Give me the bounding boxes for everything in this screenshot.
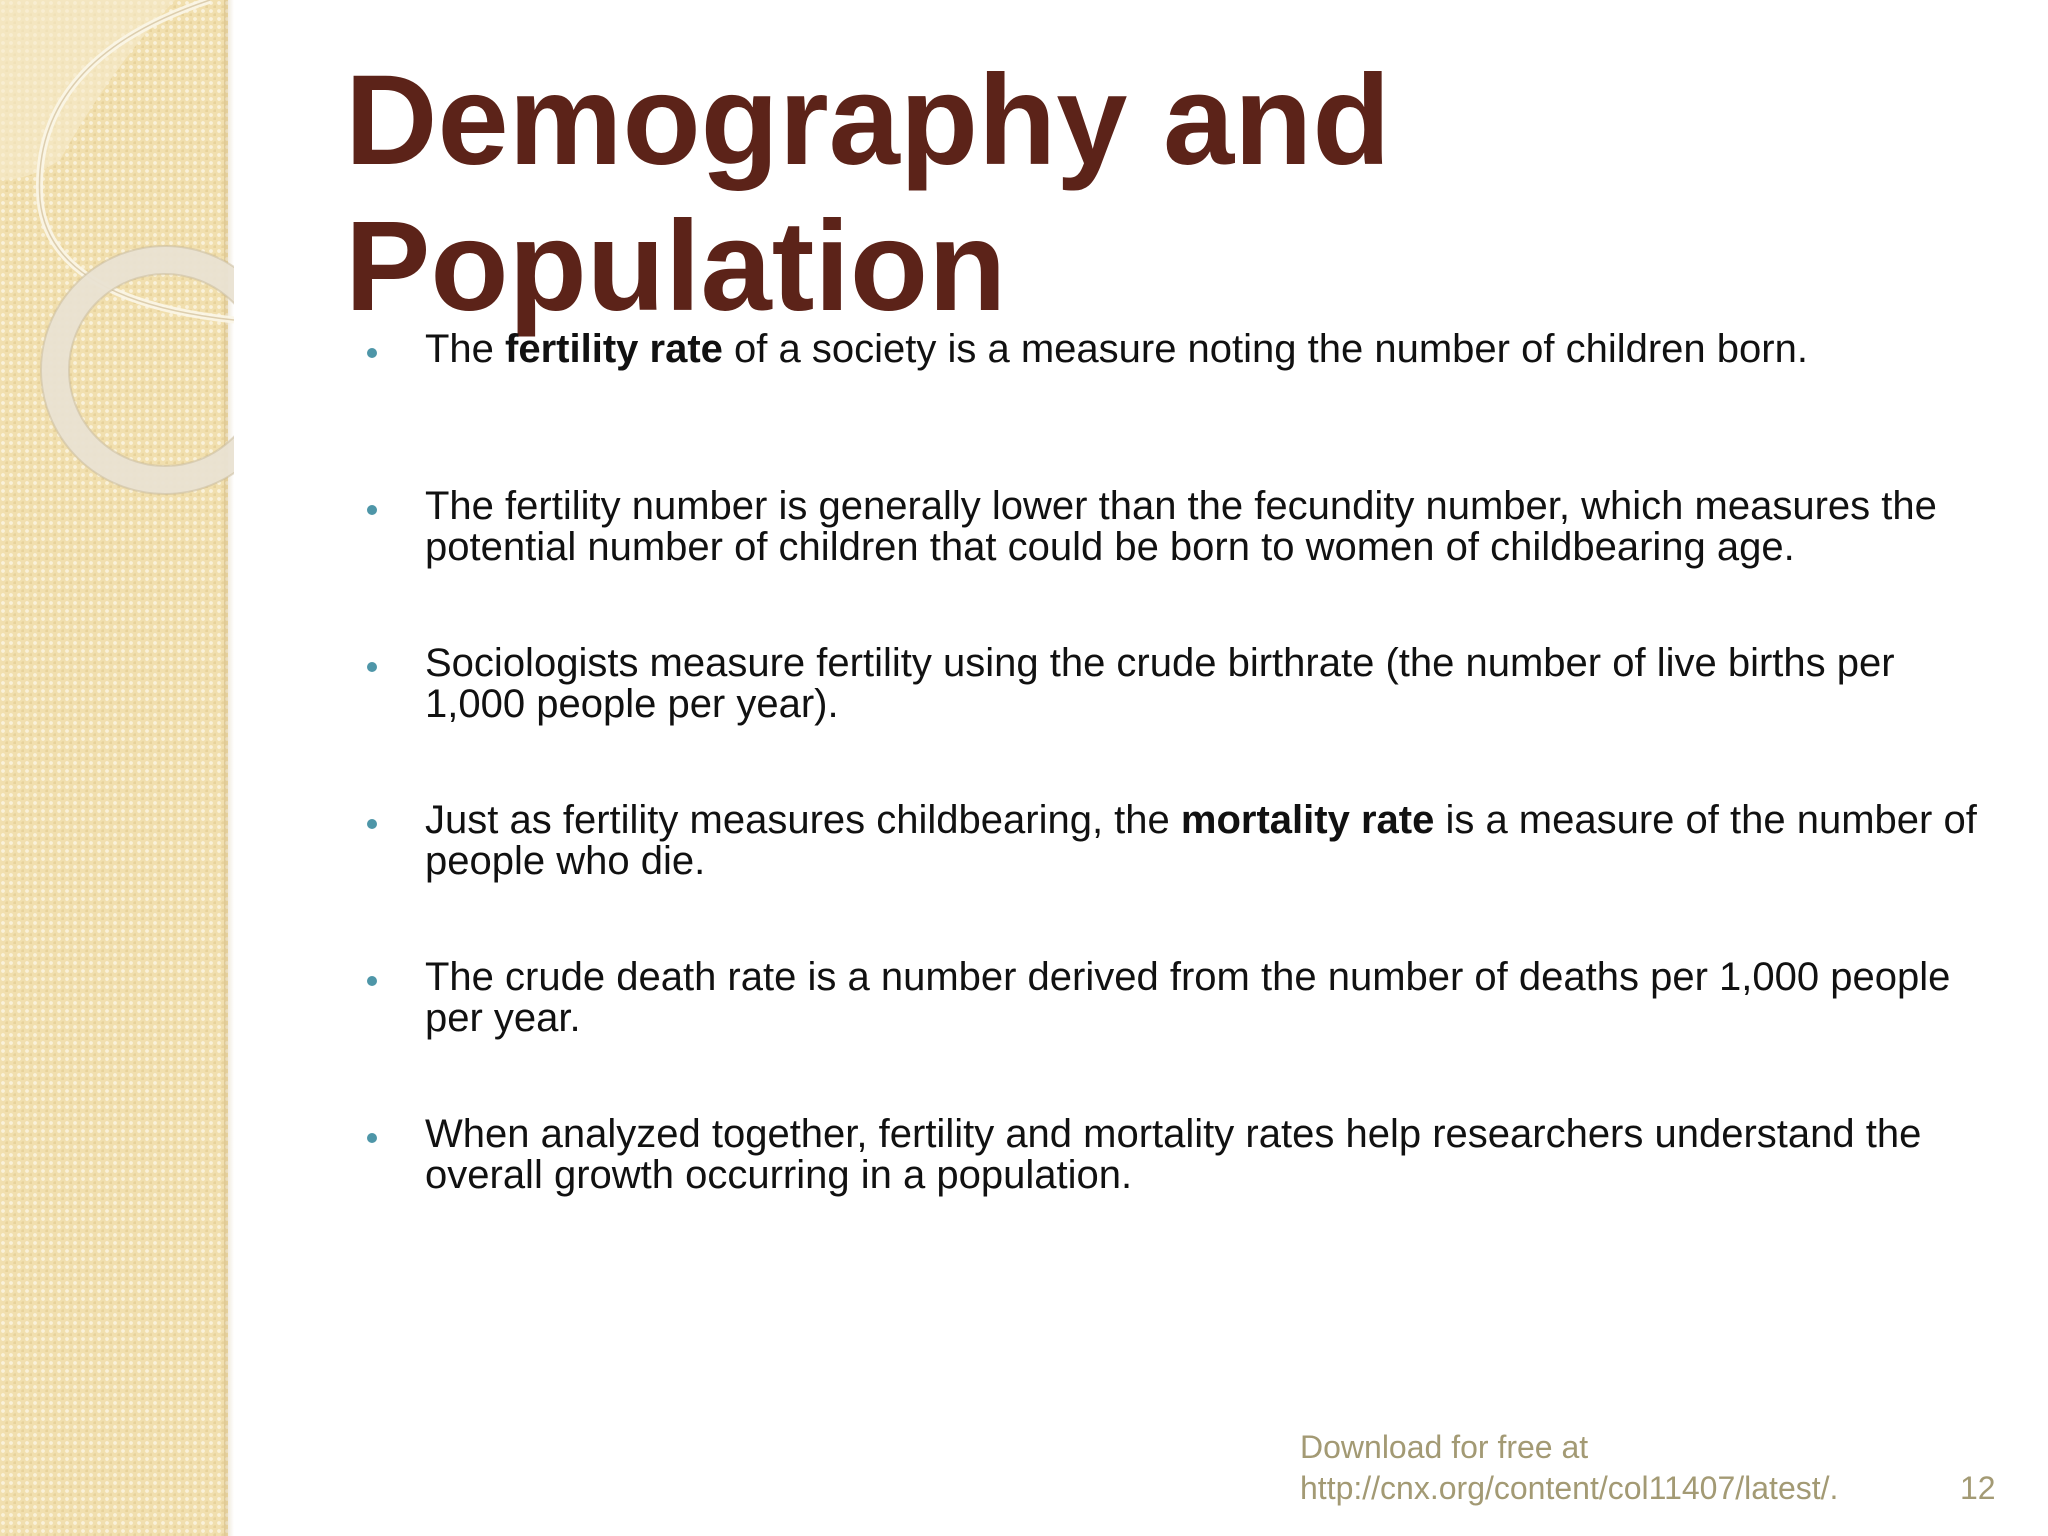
slide-title [345, 48, 1845, 340]
bullet-dot-icon [367, 819, 377, 829]
bullet-item [354, 329, 1994, 486]
bullet-item [354, 957, 1994, 1114]
bullet-text: The fertility number is generally lower than the fecundity number, which measures the potential number of children that could be born to women of childbearing age. [425, 484, 1937, 569]
bullet-bold-term: fertility rate [505, 327, 723, 371]
bullet-dot-icon [367, 505, 377, 515]
bullet-text: Sociologists measure fertility using the crude birthrate (the number of live births per 1,000 people per year). [425, 641, 1895, 726]
bullet-item [354, 800, 1994, 957]
page-number: 12 [1960, 1470, 1996, 1506]
bullet-text: of a society is a measure noting the number of children born. [722, 327, 1808, 371]
slide-title-line-2: Population [345, 195, 1007, 338]
decorative-rings [0, 0, 234, 520]
source-footer [1300, 1427, 1838, 1509]
bullet-text: The crude death rate is a number derived from the number of deaths per 1,000 people per year. [425, 955, 1951, 1040]
footer-source-url[interactable]: http://cnx.org/content/col11407/latest/. [1300, 1470, 1839, 1506]
bullet-bold-term: mortality rate [1180, 798, 1435, 842]
bullet-item [354, 643, 1994, 800]
footer-line-1: Download for free at [1300, 1429, 1589, 1465]
bullet-item [354, 486, 1994, 643]
bullet-dot-icon [367, 1133, 377, 1143]
decorative-ring [55, 260, 234, 480]
bullet-text: Just as fertility measures childbearing, the [425, 798, 1181, 842]
bullet-text: When analyzed together, fertility and mortality rates help researchers understand the overall growth occurring in a population. [425, 1112, 1922, 1197]
slide-title-line-1: Demography and [345, 49, 1391, 192]
bullet-list [354, 329, 1994, 1271]
bullet-dot-icon [367, 976, 377, 986]
bullet-text: is a measure of the number of people who die. [425, 798, 1977, 883]
bullet-dot-icon [367, 662, 377, 672]
bullet-text: The [425, 327, 506, 371]
bullet-item [354, 1114, 1994, 1271]
bullet-dot-icon [367, 348, 377, 358]
